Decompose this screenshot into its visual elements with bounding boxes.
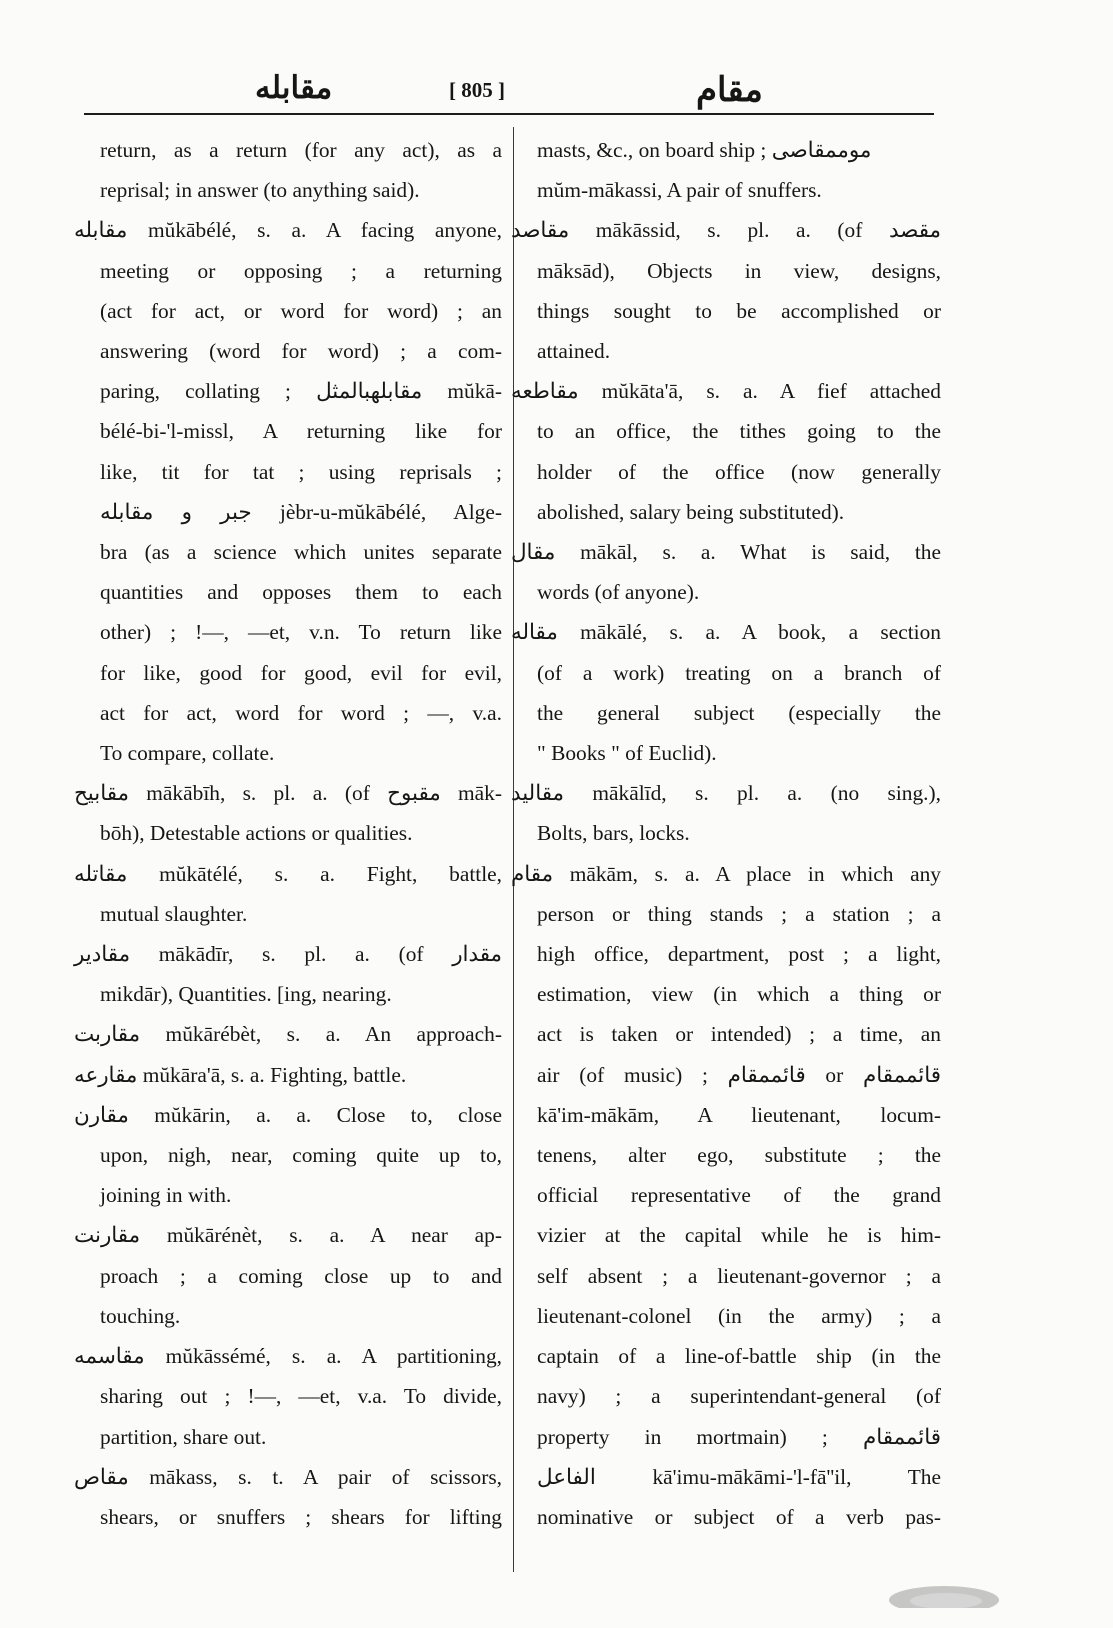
text-line: to an office, the tithes going to the	[537, 419, 941, 444]
text-line: joining in with.	[100, 1183, 232, 1208]
text-line: the general subject (especially the	[537, 700, 941, 725]
text-line: الفاعل kā'imu-mākāmi-'l-fā''il, The	[537, 1464, 941, 1489]
text-line: answering (word for word) ; a com-	[100, 339, 502, 364]
text-line: sharing out ; !—, —et, v.a. To divide,	[100, 1384, 502, 1409]
text-line: paring, collating ; مقابلهبالمثل mŭkā-	[100, 379, 503, 404]
text-line: proach ; a coming close up to and	[100, 1263, 502, 1288]
text-line: other) ; !—, —et, v.n. To return like	[100, 620, 502, 645]
text-line: vizier at the capital while he is him-	[537, 1223, 941, 1248]
text-line: مقابیح mākābīh, s. pl. a. (of مقبوح māk-	[74, 781, 502, 806]
text-line: māksād), Objects in view, designs,	[537, 258, 941, 283]
text-line: masts, &c., on board ship ; موممقاصی	[537, 138, 872, 162]
text-line: mikdār), Quantities. [ing, nearing.	[100, 982, 392, 1007]
text-line: quantities and opposes them to each	[100, 580, 502, 605]
text-line: nominative or subject of a verb pas-	[537, 1504, 941, 1529]
text-line: estimation, view (in which a thing or	[537, 982, 941, 1007]
text-line: return, as a return (for any act), as a	[100, 138, 502, 162]
text-line: captain of a line-of-battle ship (in the	[537, 1344, 941, 1369]
text-line: مقالید mākālīd, s. pl. a. (no sing.),	[511, 781, 941, 806]
text-line: act is taken or intended) ; a time, an	[537, 1022, 941, 1047]
text-line: mŭm-mākassi, A pair of snuffers.	[537, 178, 822, 203]
text-line: holder of the office (now generally	[537, 459, 941, 484]
left-running-headword: مقابله	[255, 70, 333, 105]
text-line: like, tit for tat ; using reprisals ;	[100, 459, 502, 484]
text-line: مقاطعه mŭkāta'ā, s. a. A fief attached	[511, 379, 941, 404]
right-running-headword: مقام	[696, 72, 763, 109]
text-line: bōh), Detestable actions or qualities.	[100, 821, 413, 846]
text-line: مقاسمه mŭkāssémé, s. a. A partitioning,	[74, 1344, 502, 1369]
text-line: مقاربت mŭkārébèt, s. a. An approach-	[74, 1022, 502, 1047]
text-line: مقال mākāl, s. a. What is said, the	[511, 540, 941, 565]
page-header	[0, 0, 1113, 120]
text-line: مقارعه mŭkāra'ā, s. a. Fighting, battle.	[74, 1062, 407, 1087]
right-column	[511, 130, 941, 1537]
text-line: official representative of the grand	[537, 1183, 941, 1208]
text-line: مقارنت mŭkārénèt, s. a. A near ap-	[74, 1223, 502, 1248]
text-line: مقادیر mākādīr, s. pl. a. (of مقدار	[74, 942, 502, 967]
text-line: جبر و مقابله jèbr-u-mŭkābélé, Alge-	[100, 499, 502, 524]
text-line: مقام mākām, s. a. A place in which any	[511, 861, 941, 886]
page-corner-smudge	[884, 1568, 1004, 1608]
text-line: attained.	[537, 339, 611, 364]
text-line: things sought to be accomplished or	[537, 298, 941, 323]
text-line: act for act, word for word ; —, v.a.	[100, 700, 502, 725]
text-line: " Books " of Euclid).	[537, 741, 717, 766]
column-divider	[513, 127, 514, 1572]
text-line: mutual slaughter.	[100, 901, 248, 926]
text-line: Bolts, bars, locks.	[537, 821, 690, 846]
text-line: for like, good for good, evil for evil,	[100, 660, 502, 685]
text-line: مقارن mŭkārin, a. a. Close to, close	[74, 1102, 502, 1127]
text-line: navy) ; a superintendant-general (of	[537, 1384, 941, 1409]
text-line: bélé-bi-'l-missl, A returning like for	[100, 419, 502, 444]
text-line: abolished, salary being substituted).	[537, 499, 845, 524]
text-line: self absent ; a lieutenant-governor ; a	[537, 1263, 941, 1288]
text-line: lieutenant-colonel (in the army) ; a	[537, 1303, 941, 1328]
text-line: reprisal; in answer (to anything said).	[100, 178, 420, 203]
text-line: upon, nigh, near, coming quite up to,	[100, 1143, 502, 1168]
text-line: tenens, alter ego, substitute ; the	[537, 1143, 941, 1168]
page-number: [ 805 ]	[449, 78, 505, 102]
text-line: (of a work) treating on a branch of	[537, 660, 941, 685]
left-column	[74, 130, 503, 1537]
text-line: touching.	[100, 1303, 181, 1328]
text-line: words (of anyone).	[537, 580, 700, 605]
text-line: مقاله mākālé, s. a. A book, a section	[511, 620, 941, 645]
text-line: meeting or opposing ; a returning	[100, 258, 502, 283]
text-line: bra (as a science which unites separate	[100, 540, 502, 565]
text-line: partition, share out.	[100, 1424, 267, 1449]
text-line: property in mortmain) ; قائممقام	[537, 1424, 941, 1449]
text-line: مقابله mŭkābélé, s. a. A facing anyone,	[74, 218, 502, 243]
header-rule	[84, 113, 934, 115]
text-line: (act for act, or word for word) ; an	[100, 298, 502, 323]
text-line: مقاص mākass, s. t. A pair of scissors,	[74, 1464, 502, 1489]
text-line: high office, department, post ; a light,	[537, 942, 941, 967]
text-line: air (of music) ; قائممقام or قائممقام	[537, 1062, 941, 1087]
text-line: مقاصد mākāssid, s. pl. a. (of مقصد	[511, 218, 941, 243]
text-line: kā'im-mākām, A lieutenant, locum-	[537, 1102, 941, 1127]
text-line: person or thing stands ; a station ; a	[537, 901, 941, 926]
text-line: shears, or snuffers ; shears for lifting	[100, 1504, 502, 1529]
text-line: مقاتله mŭkātélé, s. a. Fight, battle,	[74, 861, 502, 886]
text-line: To compare, collate.	[100, 741, 275, 766]
